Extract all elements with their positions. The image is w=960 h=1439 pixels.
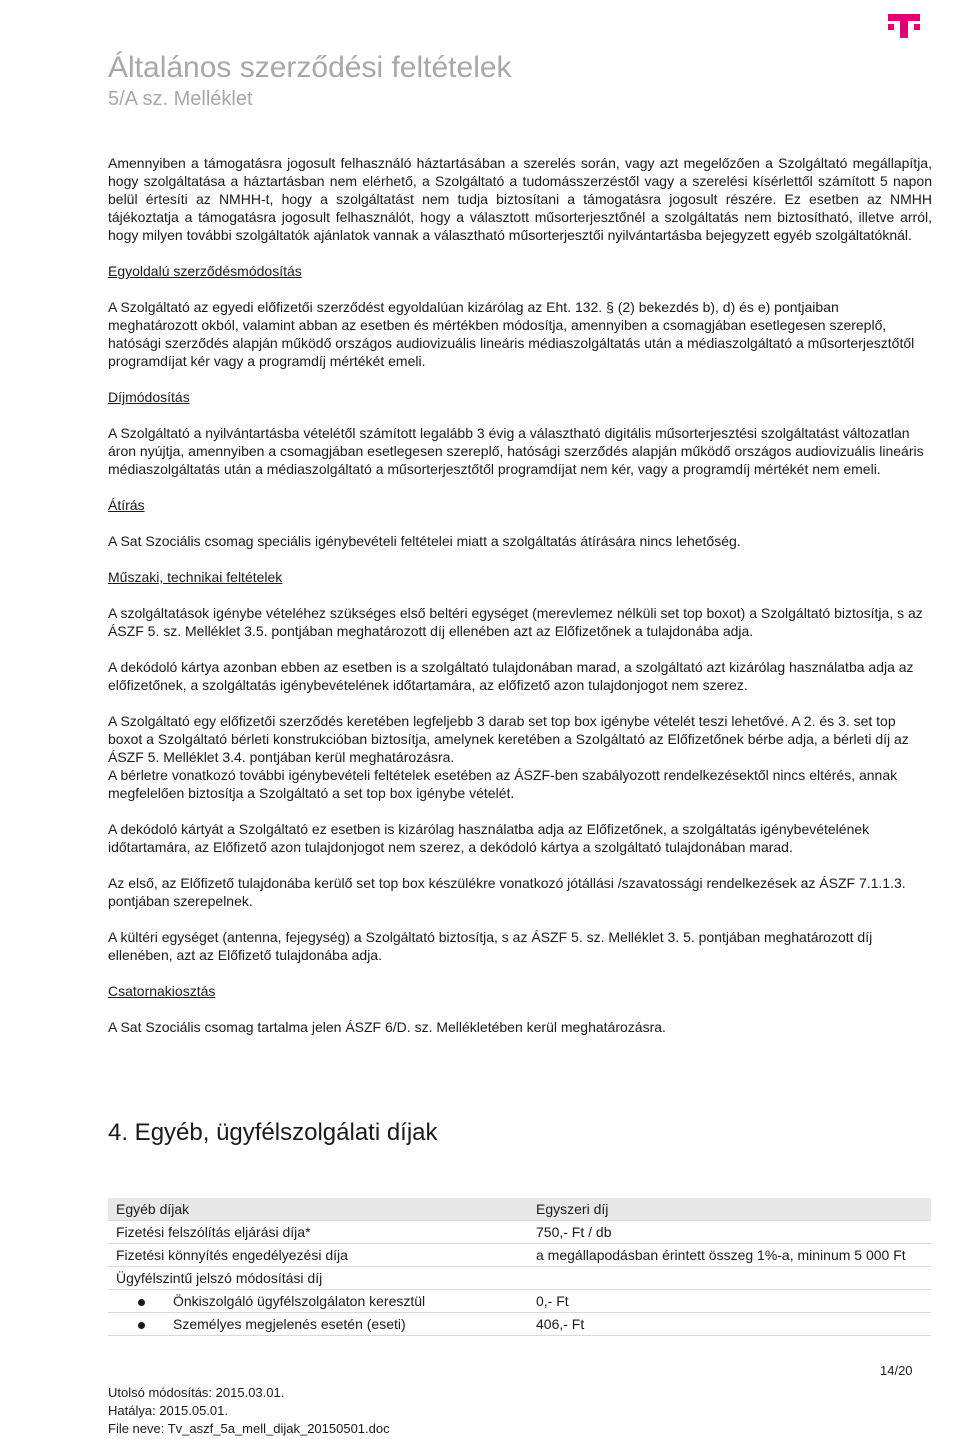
paragraph-muszaki-3b: A bérletre vonatkozó további igénybevételi feltételek esetében az ÁSZF-ben szabályozott rendelkezésektől nincs eltérés, annak megfelelően biztosítja a Szolgáltató a set top box igénybe vételét.	[108, 767, 898, 801]
fee-value: 750,- Ft / db	[528, 1221, 931, 1244]
intro-paragraph: Amennyiben a támogatásra jogosult felhasználó háztartásában a szerelés során, vagy azt megelőzően a Szolgáltató megállapítja, hogy szolgáltatása a háztartásban nem elérhető, a Szolgáltató a tudomásszerzéstől vagy a szerelési kísérlettől számított 5 napon belül értesíti az NMHH-t, hogy a szolgáltatást nem tudja biztosítani a támogatásra jogosult részére. Ez esetben az NMHH tájékoztatja a támogatásra jogosult felhasználót, hogy a választott műsorterjesztőnél a szolgáltatás nem biztosítható, illetve arról, hogy milyen további szolgáltatók ajánlatok vannak a választható műsorterjesztői nyilvántartásba bejegyzett egyéb szolgáltatóknál.	[108, 155, 932, 243]
section-4-title: 4. Egyéb, ügyfélszolgálati díjak	[108, 1119, 438, 1146]
fee-value: a megállapodásban érintett összeg 1%-a, mininum 5 000 Ft	[528, 1244, 931, 1267]
heading-dijmodositas: Díjmódosítás	[108, 389, 190, 405]
paragraph-muszaki-5: Az első, az Előfizető tulajdonába kerülő set top box készülékre vonatkozó jótállási /szavatossági rendelkezések az ÁSZF 7.1.1.3. pontjában szerepelnek.	[108, 875, 906, 909]
table-row	[108, 1267, 931, 1290]
document-body	[108, 154, 932, 1054]
fee-name: Fizetési könnyítés engedélyezési díja	[108, 1244, 528, 1267]
table-row	[108, 1313, 931, 1336]
heading-csatorna: Csatornakiosztás	[108, 983, 216, 999]
paragraph-muszaki-1: A szolgáltatások igénybe vételéhez szükséges első beltéri egységet (merevlemez nélküli set top boxot) a Szolgáltató biztosítja, s az ÁSZF 5. sz. Melléklet 3.5. pontjában meghatározott díj ellenében azt az Előfizetőnek a tulajdonába adja.	[108, 605, 923, 639]
document-subtitle: 5/A sz. Melléklet	[108, 88, 253, 110]
logo-dot-left	[888, 24, 894, 30]
fee-name: Fizetési felszólítás eljárási díja*	[108, 1221, 528, 1244]
fee-sub-item	[108, 1290, 528, 1313]
table-row	[108, 1221, 931, 1244]
fee-name: Önkiszolgáló ügyfélszolgálaton keresztül	[173, 1293, 426, 1309]
paragraph-csatorna: A Sat Szociális csomag tartalma jelen ÁSZF 6/D. sz. Mellékletében kerül meghatározásra.	[108, 1019, 666, 1035]
fees-table	[108, 1198, 931, 1336]
logo-stem	[900, 14, 908, 38]
fees-table-header-row	[108, 1198, 931, 1221]
paragraph-muszaki-2: A dekódoló kártya azonban ebben az esetben is a szolgáltató tulajdonában marad, a szolgáltató azt kizárólag használatba adja az előfizetőnek, a szolgáltatás igénybevételének időtartamára, az előfizető azon tulajdonjogot nem szerez.	[108, 659, 914, 693]
paragraph-egyoldalu: A Szolgáltató az egyedi előfizetői szerződést egyoldalúan kizárólag az Eht. 132. § (2) bekezdés b), d) és e) pontjaiban meghatározott okból, valamint abban az esetben és mértékben módosítja, amennyiben a csomagjában esetlegesen szereplő, hatósági szerződés alapján működő országos audiovizuális lineáris médiaszolgáltatás után a médiaszolgáltató a műsorterjesztőtől programdíjat kér vagy a programdíj mértékét emeli.	[108, 299, 915, 369]
footer-filename: File neve: Tv_aszf_5a_mell_dijak_20150501.doc	[108, 1421, 390, 1436]
heading-atiras: Átírás	[108, 497, 145, 513]
paragraph-atiras: A Sat Szociális csomag speciális igénybevételi feltételei miatt a szolgáltatás átírására nincs lehetőség.	[108, 533, 741, 549]
fee-sub-item	[108, 1313, 528, 1336]
logo-dot-right	[914, 24, 920, 30]
fee-name: Ügyfélszintű jelszó módosítási díj	[108, 1267, 528, 1290]
fee-value	[528, 1267, 931, 1290]
fee-value: 406,- Ft	[528, 1313, 931, 1336]
footer-modified: Utolsó módosítás: 2015.03.01.	[108, 1385, 285, 1400]
fee-value: 0,- Ft	[528, 1290, 931, 1313]
table-row	[108, 1244, 931, 1267]
paragraph-muszaki-3a: A Szolgáltató egy előfizetői szerződés keretében legfeljebb 3 darab set top box igénybe vételét teszi lehetővé. A 2. és 3. set top boxot a Szolgáltató bérleti konstrukcióban biztosítja, amelynek keretében a Szolgáltató az Előfizetőnek bérbe adja, a bérleti díj az ÁSZF 5. Melléklet 3.4. pontjában kerül meghatározásra.	[108, 713, 909, 765]
paragraph-muszaki-4: A dekódoló kártyát a Szolgáltató ez esetben is kizárólag használatba adja az Előfizetőnek, a szolgáltatás igénybevételének időtartamára, az Előfizető azon tulajdonjogot nem szerez, a dekódoló kártya a szolgáltató tulajdonában marad.	[108, 821, 870, 855]
heading-muszaki: Műszaki, technikai feltételek	[108, 569, 283, 585]
paragraph-muszaki-6: A kültéri egységet (antenna, fejegység) a Szolgáltató biztosítja, s az ÁSZF 5. sz. Melléklet 3. 5. pontjában meghatározott díj ellenében, azt az Előfizető tulajdonába adja.	[108, 929, 873, 963]
document-title: Általános szerződési feltételek	[108, 51, 512, 84]
heading-egyoldalu: Egyoldalú szerződésmódosítás	[108, 263, 302, 279]
bullet-icon	[138, 1322, 145, 1329]
table-row	[108, 1290, 931, 1313]
telekom-logo	[888, 4, 920, 38]
page-number: 14/20	[880, 1363, 913, 1378]
footer-effective: Hatálya: 2015.05.01.	[108, 1403, 228, 1418]
fees-header-egyszeri: Egyszeri díj	[528, 1198, 931, 1221]
fee-name: Személyes megjelenés esetén (eseti)	[173, 1316, 406, 1332]
document-header	[108, 50, 808, 112]
paragraph-dijmodositas: A Szolgáltató a nyilvántartásba vételétől számított legalább 3 évig a választható digitális műsorterjesztési szolgáltatást változatlan áron nyújtja, amennyiben a csomagjában esetlegesen szereplő, hatósági szerződés alapján működő országos audiovizuális lineáris médiaszolgáltatás után a médiaszolgáltató a műsorterjesztőtől programdíjat nem kér, vagy a programdíj mértékét nem emeli.	[108, 425, 924, 477]
document-footer	[108, 1384, 390, 1438]
fees-header-egyeb: Egyéb díjak	[108, 1198, 528, 1221]
bullet-icon	[138, 1299, 145, 1306]
